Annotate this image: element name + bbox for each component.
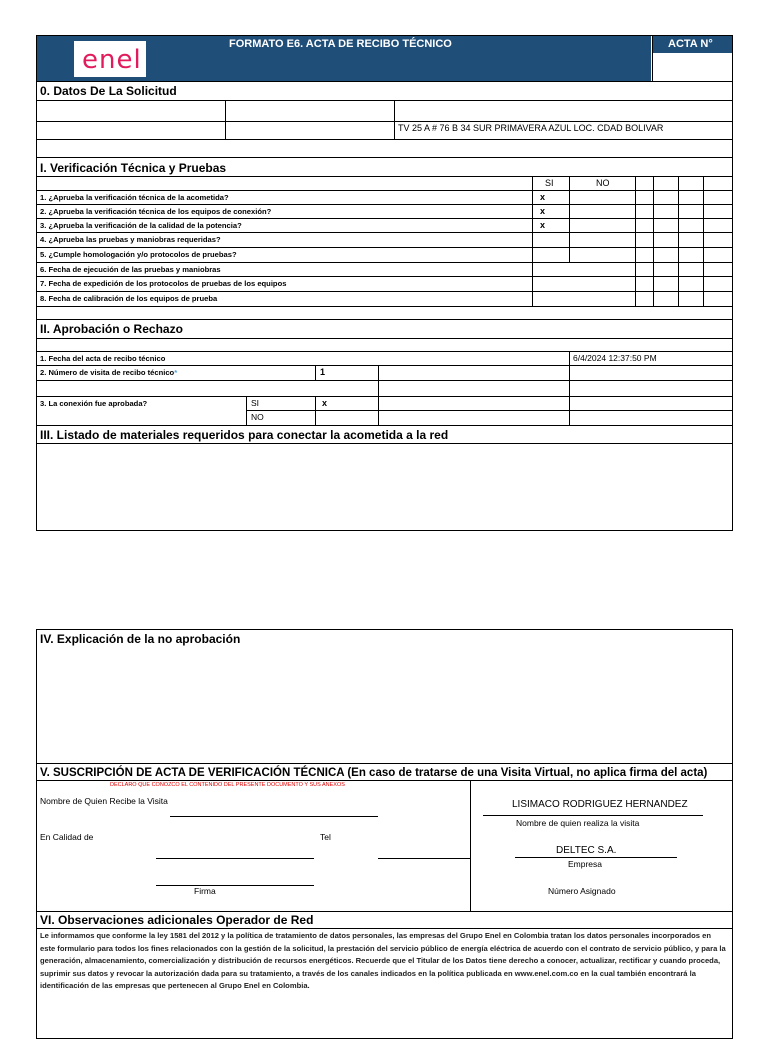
connection-approved-si-mark: x <box>322 398 328 408</box>
section-5-title: V. SUSCRIPCIÓN DE ACTA DE VERIFICACIÓN TÉCNICA (En caso de tratarse de una Visita Virtual, no aplica firma del acta) <box>40 767 708 779</box>
visit-number-label <box>40 367 177 378</box>
visitor-name-label: Nombre de quien realiza la visita <box>516 818 640 828</box>
section-6-title: VI. Observaciones adicionales Operador de Red <box>40 913 314 927</box>
section-0-title: 0. Datos De La Solicitud <box>40 84 177 98</box>
tel-label: Tel <box>320 832 331 842</box>
receiver-name-label: Nombre de Quien Recibe la Visita <box>40 796 168 806</box>
verification-row-3-si: x <box>540 220 546 230</box>
signature-label: Firma <box>194 886 216 896</box>
acta-number-label: ACTA N° <box>668 38 713 50</box>
verification-row-1: 1. ¿Aprueba la verificación técnica de la acometida? <box>40 193 229 202</box>
verification-row-5: 5. ¿Cumple homologación y/o protocolos de pruebas? <box>40 250 237 259</box>
verification-row-8: 8. Fecha de calibración de los equipos de prueba <box>40 294 218 303</box>
visit-number-value: 1 <box>320 367 326 377</box>
visitor-name-value: LISIMACO RODRIGUEZ HERNANDEZ <box>512 799 688 810</box>
section-3-title: III. Listado de materiales requeridos para conectar la acometida a la red <box>40 428 449 442</box>
address-value: TV 25 A # 76 B 34 SUR PRIMAVERA AZUL LOC. CDAD BOLIVAR <box>398 123 664 133</box>
assigned-number-label: Número Asignado <box>548 886 616 896</box>
verification-row-2-si: x <box>540 206 546 216</box>
company-label: Empresa <box>568 859 603 869</box>
verification-row-6: 6. Fecha de ejecución de las pruebas y maniobras <box>40 265 221 274</box>
form-title: FORMATO E6. ACTA DE RECIBO TÉCNICO <box>229 38 452 50</box>
company-name-value: DELTEC S.A. <box>556 845 617 856</box>
enel-logo: enel <box>82 45 142 75</box>
section-4-title: IV. Explicación de la no aprobación <box>40 632 241 646</box>
capacity-label: En Calidad de <box>40 832 94 842</box>
section-2-title: II. Aprobación o Rechazo <box>40 322 183 336</box>
visit-number-text: 2. Número de visita de recibo técnico <box>40 368 175 377</box>
approval-date-label: 1. Fecha del acta de recibo técnico <box>40 354 166 363</box>
section-1-title: I. Verificación Técnica y Pruebas <box>40 161 227 175</box>
verification-row-3: 3. ¿Aprueba la verificación de la calidad de la potencia? <box>40 221 242 230</box>
visit-number-asterisk: * <box>174 368 178 377</box>
col-no-header: NO <box>596 178 610 188</box>
privacy-notice: Le informamos que conforme la ley 1581 del 2012 y la política de tratamiento de datos personales, las empresas del Grupo Enel en Colombia tratan los datos personales incorporados en este formulario para todos los fines relacionados con la gestión de la solicitud, la prestación del servicio público de energía eléctrica de acuerdo con el contrato de servicio público, y para la generación, almacenamiento, comercialización y distribución de recursos energéticos. Recuerde que el Titular de los Datos tiene derecho a conocer, actualizar, rectificar y cuando proceda, suprimir sus datos y revocar la autorización dada para su tratamiento, a través de los canales indicados en la política publicada en www.enel.com.co en la cual también encontrará la identificación de las empresas que pertenecen al Grupo Enel en Colombia. <box>40 931 726 990</box>
connection-approved-si: SI <box>251 398 260 408</box>
connection-approved-no: NO <box>251 412 264 422</box>
verification-row-7: 7. Fecha de expedición de los protocolos de pruebas de los equipos <box>40 279 287 288</box>
verification-row-1-si: x <box>540 192 546 202</box>
connection-approved-label: 3. La conexión fue aprobada? <box>40 399 148 408</box>
declaration-note: DECLARO QUE CONOZCO EL CONTENIDO DEL PRESENTE DOCUMENTO Y SUS ANEXOS <box>110 782 345 788</box>
verification-row-4: 4. ¿Aprueba las pruebas y maniobras requeridas? <box>40 235 221 244</box>
approval-date-value: 6/4/2024 12:37:50 PM <box>573 353 657 363</box>
col-si-header: SI <box>545 178 554 188</box>
verification-row-2: 2. ¿Aprueba la verificación técnica de los equipos de conexión? <box>40 207 272 216</box>
